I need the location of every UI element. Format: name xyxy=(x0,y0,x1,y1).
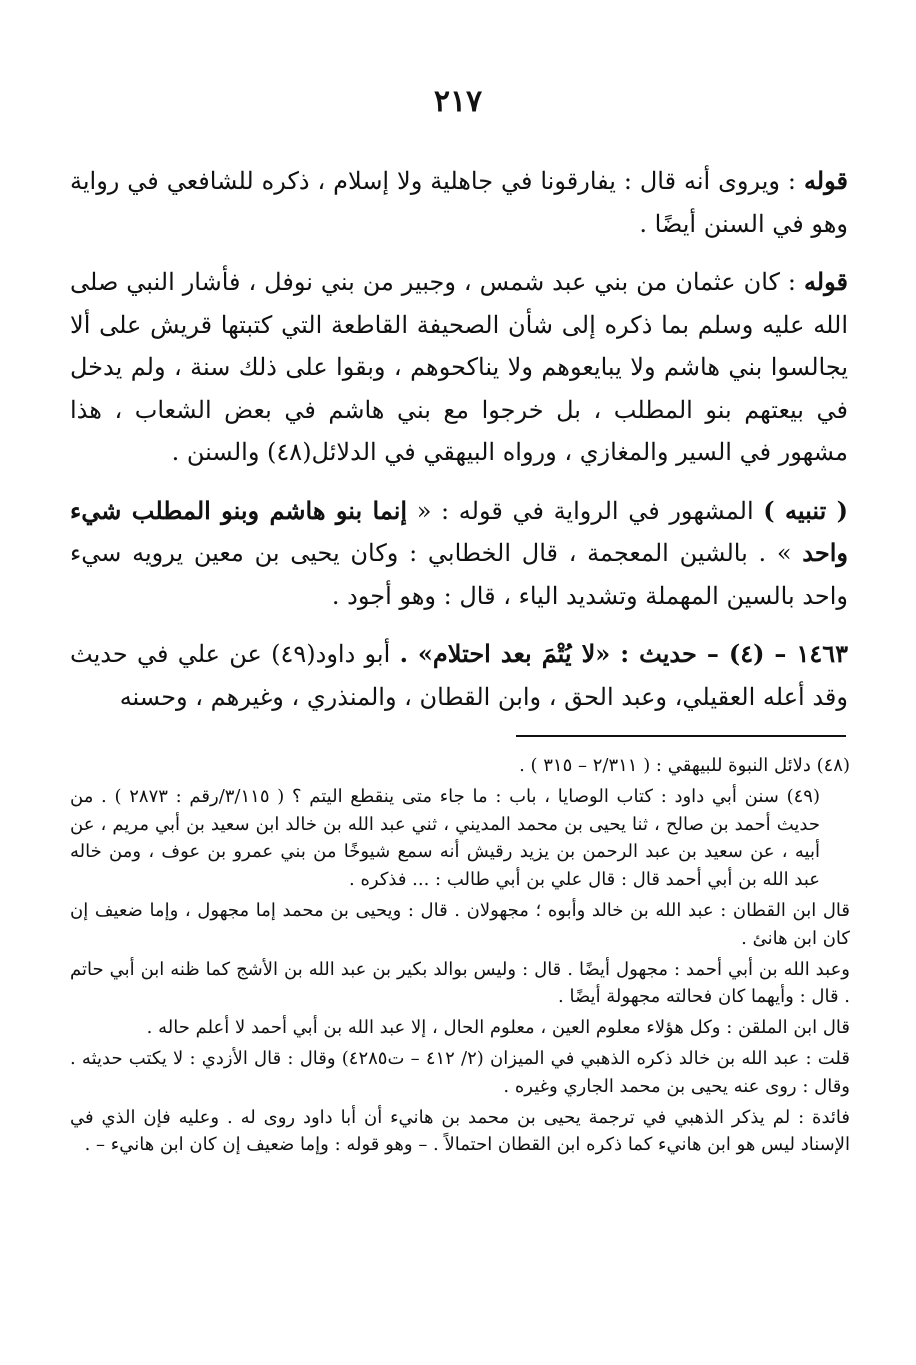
footnote: قال ابن الملقن : وكل هؤلاء معلوم العين ، معلوم الحال ، إلا عبد الله بن أبي أحمد لا أعلم حاله . xyxy=(146,1017,850,1039)
main-text xyxy=(70,160,848,734)
paragraph-lead: ( تنبيه ) xyxy=(763,495,849,525)
footnote: قال ابن القطان : عبد الله بن خالد وأبوه ؛ مجهولان . قال : ويحيى بن محمد إما مجهول ، وإما ضعيف إن كان ابن هانئ . xyxy=(70,899,850,949)
paragraph-4 xyxy=(70,633,848,718)
footnote: وعبد الله بن أبي أحمد : مجهول أيضًا . قال : وليس بوالد بكير بن عبد الله بن الأشج كما ظنه ابن أبي حاتم . قال : وأيهما كان فحالته مجهولة أيضًا . xyxy=(70,958,850,1008)
paragraph-text: المشهور في الرواية في قوله : « xyxy=(407,496,764,525)
paragraph-text: أبو داود(٤٩) عن علي في حديث وقد أعله العقيلي، وعبد الحق ، وابن القطان ، والمنذري ، وغيرهم ، وحسنه xyxy=(70,640,848,711)
footnote: قلت : عبد الله بن خالد ذكره الذهبي في الميزان (٢/ ٤١٢ – ت٤٢٨٥) وقال : قال الأزدي : لا يكتب حديثه . وقال : روى عنه يحيى بن محمد الجاري وغيره . xyxy=(70,1047,850,1097)
paragraph-3 xyxy=(70,490,848,618)
hadith-heading: ١٤٦٣ – (٤) – حديث : «لا يُتْمَ بعد احتلام» . xyxy=(399,639,848,668)
page-number: ٢١٧ xyxy=(433,84,483,119)
hadith-quote: إنما بنو هاشم وبنو المطلب شيء واحد xyxy=(70,495,848,567)
footnote-separator xyxy=(516,735,846,737)
footnote: (٤٩) سنن أبي داود : كتاب الوصايا ، باب : ما جاء متى ينقطع اليتم ؟ ( ٣/١١٥/رقم : ٢٨٧٣ ) . من حديث أحمد بن صالح ، ثنا يحيى بن محمد المديني ، ثني عبد الله بن خالد ابن سعيد بن أبي مريم ، عن أبيه ، عن سعيد بن عبد الرحمن بن يزيد رقيش أنه سمع شيوخًا من بني عمرو بن عوف ، ومن خاله عبد الله بن أبي أحمد قال : قال علي بن أبي طالب : ... فذكره . xyxy=(70,785,820,891)
footnote: (٤٨) دلائل النبوة للبيهقي : ( ٢/٣١١ – ٣١٥ ) . xyxy=(519,755,850,776)
paragraph-text: : ويروى أنه قال : يفارقونا في جاهلية ولا إسلام ، ذكره للشافعي في رواية وهو في السنن أيضًا . xyxy=(70,167,848,238)
paragraph-lead: قوله xyxy=(803,166,848,195)
paragraph-text: » . بالشين المعجمة ، قال الخطابي : وكان يحيى بن معين يرويه سيء واحد بالسين المهملة وتشديد الياء ، قال : وهو أجود . xyxy=(70,539,848,610)
paragraph-text: : كان عثمان من بني عبد شمس ، وجبير من بني نوفل ، فأشار النبي صلى الله عليه وسلم بما ذكره إلى شأن الصحيفة القاطعة التي كتبتها قريش على ألا يجالسوا بني هاشم ولا يبايعوهم ولا يناكحوهم ، وبقوا على ذلك سنة ، ولم يدخل في بيعتهم بنو المطلب ، بل خرجوا مع بني هاشم في بعض الشعاب ، هذا مشهور في السير والمغازي ، ورواه البيهقي في الدلائل(٤٨) والسنن . xyxy=(70,268,848,466)
footnote: فائدة : لم يذكر الذهبي في ترجمة يحيى بن محمد بن هانيء أن أبا داود روى له . وعليه فإن الذي في الإسناد ليس هو ابن هانيء كما ذكره ابن القطان احتمالاً . – وهو قوله : وإما ضعيف إن كان ابن هانيء – . xyxy=(70,1106,850,1156)
paragraph-lead: قوله xyxy=(803,267,848,296)
paragraph-1 xyxy=(70,160,848,245)
footnotes xyxy=(70,752,850,1162)
paragraph-2 xyxy=(70,261,848,474)
